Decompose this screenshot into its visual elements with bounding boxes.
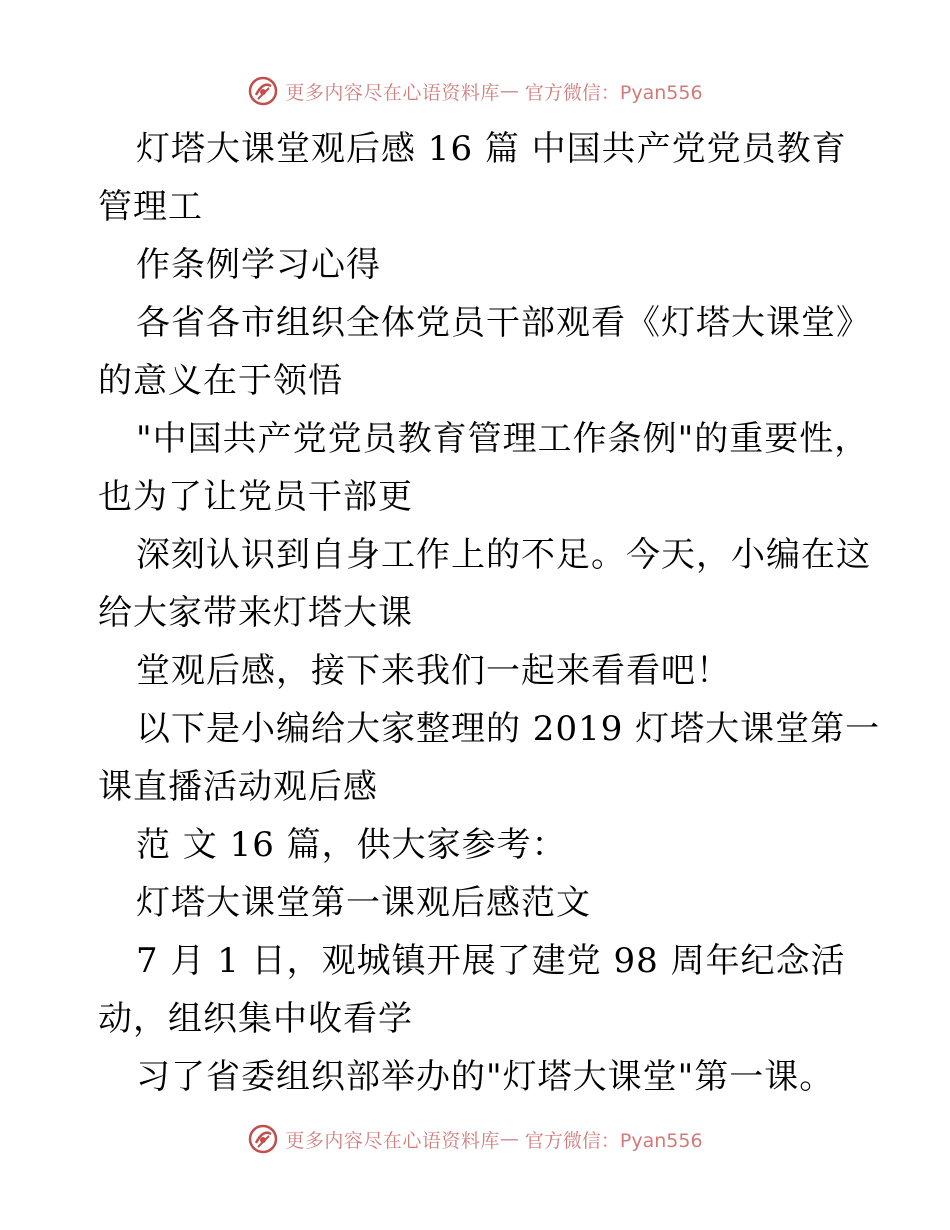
watermark-separator: — <box>499 1128 519 1150</box>
paragraph-line: 课直播活动观后感 <box>98 767 378 807</box>
paragraph-line: 各省各市组织全体党员干部观看《灯塔大课堂》 <box>136 303 871 343</box>
paragraph-line: 给大家带来灯塔大课 <box>98 593 413 633</box>
header-watermark <box>0 74 950 108</box>
paragraph-line: 范 文 16 篇，供大家参考： <box>136 825 567 865</box>
paragraph-line: 7 月 1 日，观城镇开展了建党 98 周年纪念活 <box>136 941 846 981</box>
paragraph-line: 作条例学习心得 <box>136 245 381 285</box>
paragraph-line: 深刻认识到自身工作上的不足。今天，小编在这 <box>136 535 871 575</box>
paragraph-line: 以下是小编给大家整理的 2019 灯塔大课堂第一 <box>136 709 881 749</box>
document-body <box>98 120 881 1106</box>
footer-watermark <box>0 1122 950 1156</box>
paragraph-line: 灯塔大课堂第一课观后感范文 <box>136 883 591 923</box>
paragraph-line: 动，组织集中收看学 <box>98 999 413 1039</box>
watermark-separator: — <box>499 80 519 102</box>
paragraph-line: 堂观后感，接下来我们一起来看看吧！ <box>136 651 731 691</box>
paragraph-line: 的意义在于领悟 <box>98 361 343 401</box>
logo-seal-icon <box>247 75 279 107</box>
watermark-text: 更多内容尽在心语资料库 <box>285 81 500 104</box>
paragraph-line: 管理工 <box>98 187 203 227</box>
paragraph-line: "中国共产党党员教育管理工作条例"的重要性， <box>136 419 870 459</box>
paragraph-line: 灯塔大课堂观后感 16 篇 中国共产党党员教育 <box>136 129 847 169</box>
logo-seal-icon <box>247 1123 279 1155</box>
watermark-handle: 官方微信：Pyan556 <box>524 1129 703 1152</box>
watermark-text: 更多内容尽在心语资料库 <box>285 1129 500 1152</box>
watermark-handle: 官方微信：Pyan556 <box>524 81 703 104</box>
paragraph-line: 习了省委组织部举办的"灯塔大课堂"第一课。 <box>136 1057 835 1097</box>
paragraph-line: 也为了让党员干部更 <box>98 477 413 517</box>
